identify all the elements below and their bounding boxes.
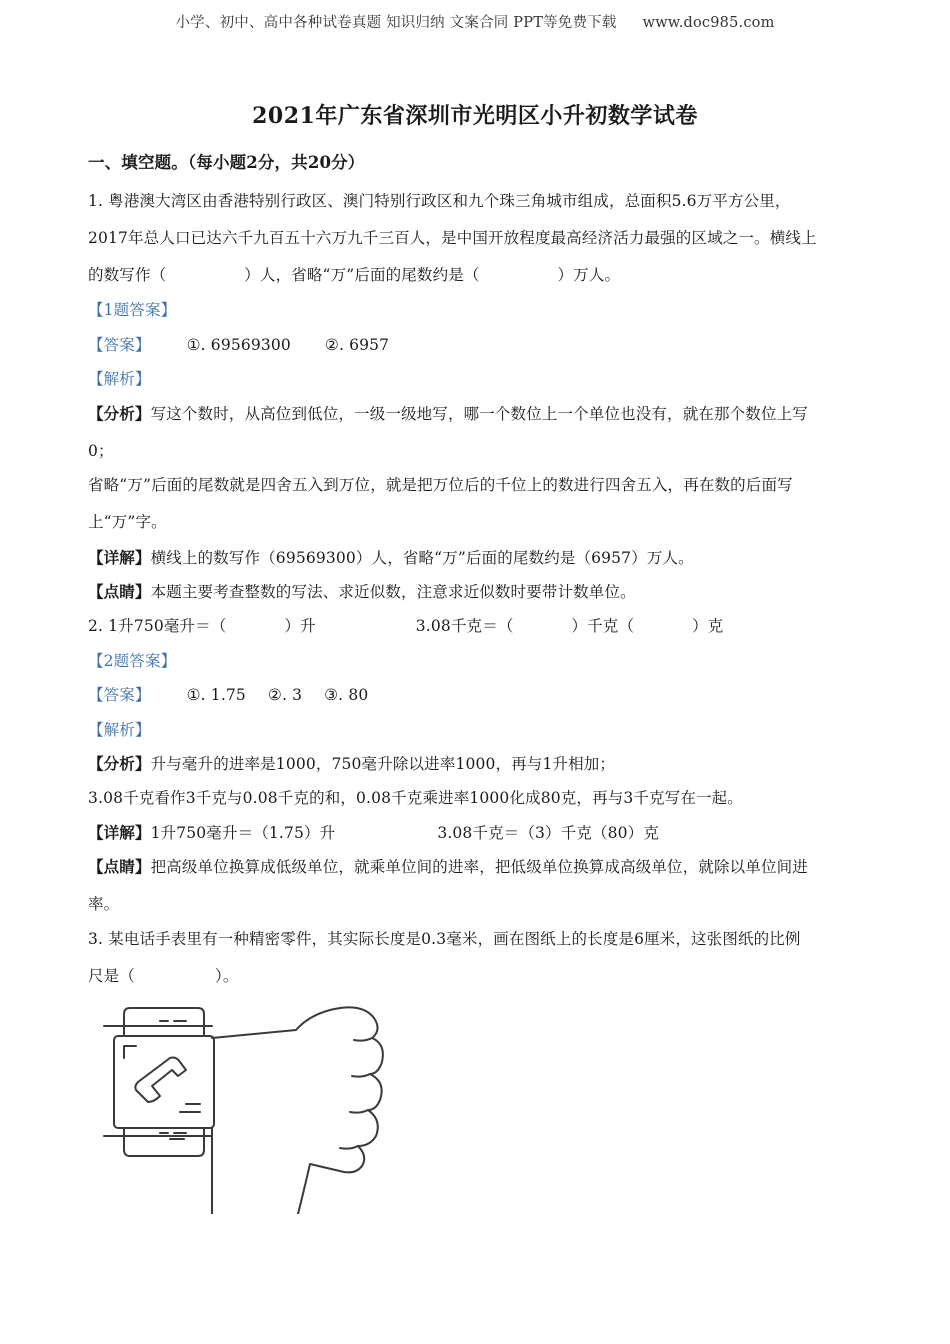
q2-detail-a: 1升750毫升＝（1.75）升 xyxy=(150,824,336,842)
q1-line1: 1. 粤港澳大湾区由香港特别行政区、澳门特别行政区和九个珠三角城市组成，总面积5.6万平方公里， xyxy=(88,192,791,210)
q1-analysis-text1: 写这个数时，从高位到低位，一级一级地写，哪一个数位上一个单位也没有，就在那个数位上写 xyxy=(150,405,808,423)
q2-detail-label: 【详解】 xyxy=(88,823,151,842)
q2-point-text1: 把高级单位换算成低级单位，就乘单位间的进率，把低级单位换算成高级单位，就除以单位间进 xyxy=(150,858,808,876)
screen-corner-icon xyxy=(124,1046,136,1058)
q1-analysis-line2: 0； xyxy=(88,442,114,460)
screen-lines-icon xyxy=(180,1104,200,1112)
phone-handset-icon xyxy=(135,1058,186,1103)
q1-detail-label: 【详解】 xyxy=(88,548,151,567)
page-title: 2021年广东省深圳市光明区小升初数学试卷 xyxy=(252,103,698,129)
q1-answer-label: 【答案】 xyxy=(88,336,151,354)
smartwatch-illustration xyxy=(100,1002,400,1214)
q1-point-text: 本题主要考查整数的写法、求近似数，注意求近似数时要带计数单位。 xyxy=(150,583,636,601)
q1-answer-2: ②. 6957 xyxy=(324,336,390,354)
q1-analysis-line3: 省略“万”后面的尾数就是四舍五入到万位，就是把万位后的千位上的数进行四舍五入，再在数的后面写 xyxy=(88,476,793,494)
q2-answer-3: ③. 80 xyxy=(324,686,369,704)
q2-line-b3: ）克 xyxy=(692,617,724,635)
q2-answer-label: 【答案】 xyxy=(88,686,151,704)
q3-line2a: 尺是（ xyxy=(88,967,135,985)
q2-line-b2: ）千克（ xyxy=(571,617,635,635)
q2-point-label: 【点睛】 xyxy=(88,857,151,876)
q1-line2: 2017年总人口已达六千九百五十六万九千三百人，是中国开放程度最高经济活力最强的区域之一。横线上 xyxy=(88,229,817,247)
q2-analysis-text1: 升与毫升的进率是1000，750毫升除以进率1000，再与1升相加； xyxy=(150,755,616,773)
q2-answer xyxy=(88,685,368,705)
q1-answer xyxy=(88,335,389,355)
q2-line xyxy=(88,616,723,636)
q2-line-a2: ）升 xyxy=(284,617,316,635)
q3-line2 xyxy=(88,966,239,986)
page-header xyxy=(0,11,950,32)
header-site[interactable]: www.doc985.com xyxy=(642,15,775,31)
q1-answer-1: ①. 69569300 xyxy=(186,336,291,354)
q2-analysis-heading: 【解析】 xyxy=(88,721,151,739)
hand-fist-icon xyxy=(212,1007,383,1214)
q1-analysis-heading: 【解析】 xyxy=(88,370,151,388)
q2-answer-2: ②. 3 xyxy=(267,686,303,704)
q2-analysis-label: 【分析】 xyxy=(88,754,151,773)
q2-detail-b: 3.08千克＝（3）千克（80）克 xyxy=(437,824,659,842)
header-text: 小学、初中、高中各种试卷真题 知识归纳 文案合同 PPT等免费下载 xyxy=(175,15,617,31)
q1-line3c: ）万人。 xyxy=(557,266,621,284)
q3-line1: 3. 某电话手表里有一种精密零件，其实际长度是0.3毫米，画在图纸上的长度是6厘米，这张图纸的比例 xyxy=(88,930,801,948)
q1-detail xyxy=(88,548,694,568)
q1-answer-heading: 【1题答案】 xyxy=(88,301,177,319)
q2-answer-1: ①. 1.75 xyxy=(186,686,246,704)
knuckle-lines-icon xyxy=(340,1038,372,1149)
q1-point xyxy=(88,582,636,602)
q3-line2b: ）。 xyxy=(214,967,239,985)
q1-line3a: 的数写作（ xyxy=(88,266,167,284)
q2-answer-heading: 【2题答案】 xyxy=(88,652,177,670)
watch-face-icon xyxy=(114,1036,214,1128)
q2-line-a1: 2. 1升750毫升＝（ xyxy=(88,617,227,635)
q2-analysis-line1 xyxy=(88,754,615,774)
q1-point-label: 【点睛】 xyxy=(88,582,151,601)
q1-detail-text: 横线上的数写作（69569300）人，省略“万”后面的尾数约是（6957）万人。 xyxy=(150,549,694,567)
q2-point xyxy=(88,857,808,877)
q1-analysis-line1 xyxy=(88,404,808,424)
q2-analysis-line2: 3.08千克看作3千克与0.08千克的和，0.08千克乘进率1000化成80克，再与3千克写在一起。 xyxy=(88,789,743,807)
section-heading: 一、填空题。（每小题2分，共20分） xyxy=(88,153,365,172)
q1-line3 xyxy=(88,265,620,285)
q2-point-line2: 率。 xyxy=(88,895,120,913)
q2-line-b1: 3.08千克＝（ xyxy=(415,617,514,635)
q1-line3b: ）人，省略“万”后面的尾数约是（ xyxy=(244,266,480,284)
q2-detail xyxy=(88,823,659,843)
q1-analysis-label: 【分析】 xyxy=(88,404,151,423)
q1-analysis-line4: 上“万”字。 xyxy=(88,513,167,531)
